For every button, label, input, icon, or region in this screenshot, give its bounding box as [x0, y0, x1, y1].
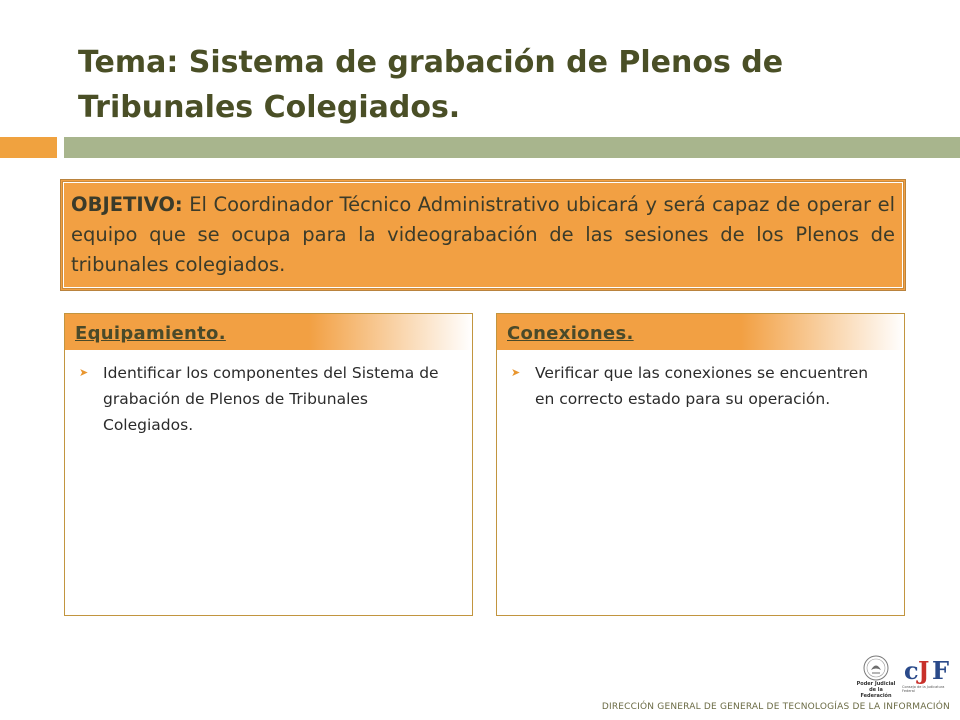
poder-judicial-caption-1: Poder Judicial [856, 681, 896, 687]
accent-bar-orange [0, 137, 57, 158]
connections-heading: Conexiones. [507, 323, 634, 344]
list-item [75, 360, 452, 438]
poder-judicial-caption-2: de la Federación [860, 687, 892, 699]
objective-text: El Coordinador Técnico Administrativo ubicará y será capaz de operar el equipo que se ocupa para la videograbación de las sesiones de los Plenos de tribunales colegiados. [71, 193, 895, 276]
logo-group [856, 655, 956, 701]
arrowhead-bullet-icon: ➤ [79, 366, 89, 379]
cjf-caption: Consejo de la Judicatura Federal [902, 685, 945, 693]
slide-title-line-2: Tribunales Colegiados. [78, 90, 461, 125]
svg-text:c: c [904, 656, 919, 685]
connections-panel [496, 313, 905, 616]
equipment-heading: Equipamiento. [75, 323, 226, 344]
slide-title [78, 40, 938, 130]
mexican-eagle-seal-icon [863, 655, 889, 681]
slide-title-line-1: Tema: Sistema de grabación de Plenos de [78, 45, 784, 80]
cjf-logo-icon [902, 655, 952, 685]
cjf-logo [902, 655, 952, 701]
accent-bar-green [64, 137, 960, 158]
svg-text:F: F [932, 656, 950, 685]
equipment-panel [64, 313, 473, 616]
arrowhead-bullet-icon: ➤ [511, 366, 521, 379]
objective-box [63, 182, 903, 288]
connections-item-text: Verificar que las conexiones se encuentren en correcto estado para su operación. [535, 364, 869, 408]
list-item [507, 360, 884, 412]
connections-list [507, 360, 884, 412]
svg-text:J: J [918, 656, 930, 685]
objective-label: OBJETIVO: [71, 193, 183, 216]
equipment-list [75, 360, 452, 438]
footer-text: DIRECCIÓN GENERAL DE GENERAL DE TECNOLOGÍAS DE LA INFORMACIÓN [601, 702, 950, 712]
equipment-item-text: Identificar los componentes del Sistema de grabación de Plenos de Tribunales Colegiados. [103, 364, 439, 434]
poder-judicial-logo [856, 655, 896, 701]
